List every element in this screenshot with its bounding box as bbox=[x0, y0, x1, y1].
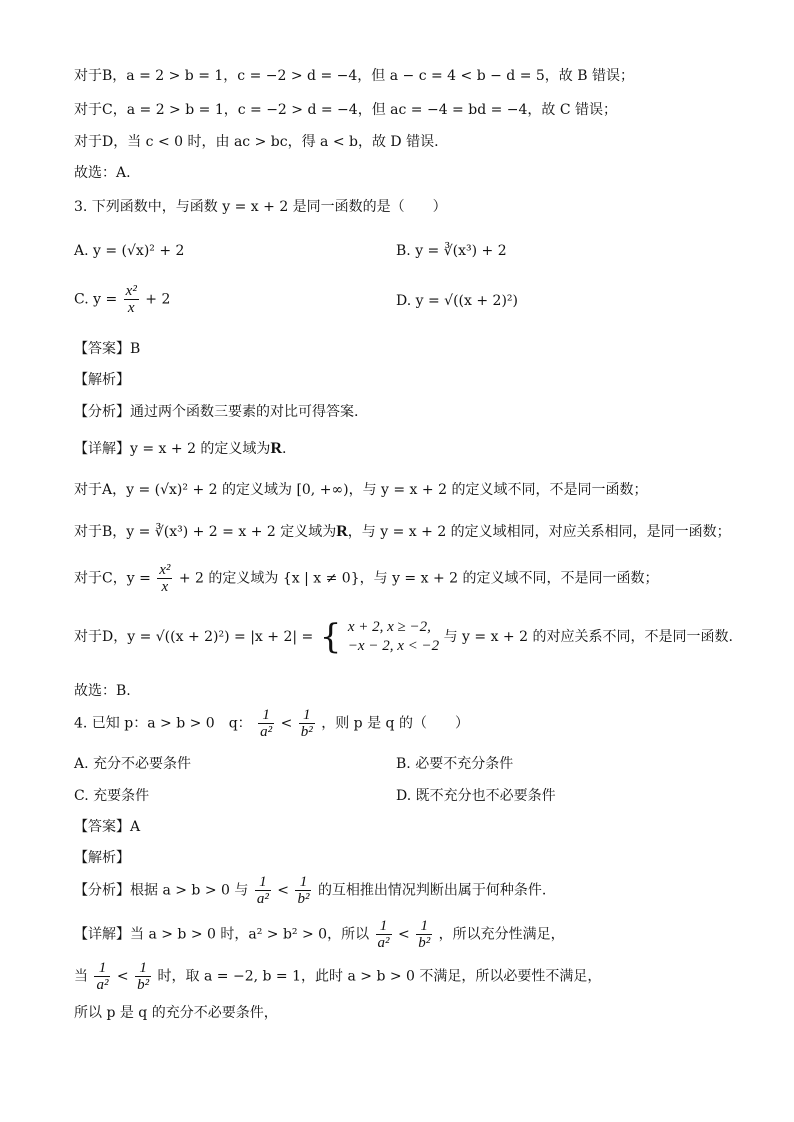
fraction-1-over-a2 bbox=[94, 960, 110, 993]
case-2: −x − 2, x < −2 bbox=[347, 638, 440, 654]
frac-num: 1 bbox=[299, 707, 315, 724]
answer-3: 【答案】B bbox=[74, 341, 141, 357]
text-line-c: 对于C，a = 2 > b = 1，c = −2 > d = −4，但 ac = −4 = bd = −4，故 C 错误； bbox=[74, 102, 618, 118]
frac-num: 1 bbox=[135, 960, 151, 977]
explain-3-c-pre: 对于C，y = bbox=[74, 570, 151, 587]
fraction-x2-over-x bbox=[157, 562, 172, 595]
frac-den: a² bbox=[377, 935, 390, 951]
q4-option-a: A. 充分不必要条件 bbox=[74, 756, 192, 772]
select-b: 故选：B. bbox=[74, 683, 131, 699]
conclusion-4: 所以 p 是 q 的充分不必要条件， bbox=[74, 1005, 278, 1021]
fraction-1-over-b2 bbox=[416, 918, 432, 951]
less-than: < bbox=[398, 926, 410, 943]
q3-option-c bbox=[74, 283, 170, 316]
explain-3-d-pre: 对于D，y = √((x + 2)²) = |x + 2| = bbox=[74, 629, 314, 645]
detail-4-post: ，所以充分性满足， bbox=[438, 926, 565, 943]
fraction-1-over-b2 bbox=[295, 874, 311, 907]
question-4 bbox=[74, 707, 469, 740]
frac-num: 1 bbox=[94, 960, 110, 977]
explain-3-b bbox=[74, 523, 731, 541]
frac-num: x² bbox=[159, 562, 171, 578]
frac-den: b² bbox=[297, 891, 310, 907]
frac-den: a² bbox=[96, 977, 109, 993]
q4-suffix: ，则 p 是 q 的（ ） bbox=[321, 715, 469, 732]
frac-num: 1 bbox=[416, 918, 432, 935]
analysis-4-pre: 【分析】根据 a > b > 0 与 bbox=[74, 882, 249, 899]
frac-den: x bbox=[127, 300, 135, 316]
explain-3-b-pre: 对于B，y = ∛(x³) + 2 = x + 2 定义域为 bbox=[74, 524, 337, 540]
q3-option-b: B. y = ∛(x³) + 2 bbox=[396, 243, 507, 259]
detail-3-end: . bbox=[282, 441, 287, 457]
detail-4-cont-pre: 当 bbox=[74, 968, 88, 985]
detail-3 bbox=[74, 440, 286, 458]
frac-num: x² bbox=[125, 283, 137, 299]
explain-3-c-post: + 2 的定义域为 {x | x ≠ 0}，与 y = x + 2 的定义域不同，不是同一函数； bbox=[178, 570, 659, 587]
analysis-3: 【分析】通过两个函数三要素的对比可得答案. bbox=[74, 404, 359, 420]
explain-3-b-post: ，与 y = x + 2 的定义域相同，对应关系相同，是同一函数； bbox=[347, 524, 731, 540]
fraction-1-over-a2 bbox=[376, 918, 392, 951]
analysis-4 bbox=[74, 874, 546, 907]
detail-4-pre: 【详解】当 a > b > 0 时，a² > b² > 0，所以 bbox=[74, 926, 370, 943]
frac-num: 1 bbox=[255, 874, 271, 891]
text-line-select-a: 故选：A. bbox=[74, 165, 131, 181]
q3c-prefix: C. y = bbox=[74, 291, 118, 308]
explain-3-d bbox=[74, 618, 733, 656]
fraction-1-over-a2 bbox=[255, 874, 271, 907]
detail-4-cont-post: 时，取 a = −2, b = 1，此时 a > b > 0 不满足，所以必要性不满足， bbox=[157, 968, 602, 985]
text-line-d: 对于D，当 c < 0 时，由 ac > bc，得 a < b，故 D 错误. bbox=[74, 134, 439, 150]
frac-den: a² bbox=[256, 891, 269, 907]
q4-less-than: < bbox=[280, 715, 293, 732]
frac-den: x bbox=[161, 579, 169, 595]
fraction-1-over-a2 bbox=[258, 707, 274, 740]
q4-option-d: D. 既不充分也不必要条件 bbox=[396, 788, 556, 804]
answer-4: 【答案】A bbox=[74, 819, 141, 835]
analysis-4-post: 的互相推出情况判断出属于何种条件. bbox=[317, 882, 547, 899]
text-line-b: 对于B，a = 2 > b = 1，c = −2 > d = −4，但 a − c = 4 < b − d = 5，故 B 错误； bbox=[74, 68, 634, 84]
frac-num: 1 bbox=[258, 707, 274, 724]
case-1: x + 2, x ≥ −2, bbox=[347, 619, 431, 635]
frac-den: b² bbox=[418, 935, 431, 951]
detail-4-cont bbox=[74, 960, 601, 993]
detail-3-text: 【详解】y = x + 2 的定义域为 bbox=[74, 441, 271, 457]
frac-num: 1 bbox=[295, 874, 311, 891]
explain-3-d-post: 与 y = x + 2 的对应关系不同，不是同一函数. bbox=[443, 629, 733, 645]
q3c-suffix: + 2 bbox=[145, 291, 171, 308]
real-set-symbol: R bbox=[270, 440, 282, 457]
fraction-1-over-b2 bbox=[299, 707, 315, 740]
explain-3-a: 对于A，y = (√x)² + 2 的定义域为 [0, +∞)，与 y = x + 2 的定义域不同，不是同一函数； bbox=[74, 482, 648, 498]
piecewise-cases bbox=[348, 618, 439, 656]
q4-prefix: 4. 已知 p：a > b > 0 q： bbox=[74, 715, 252, 732]
frac-den: b² bbox=[137, 977, 150, 993]
detail-4 bbox=[74, 918, 565, 951]
q3-option-a: A. y = (√x)² + 2 bbox=[74, 243, 185, 259]
q4-option-b: B. 必要不充分条件 bbox=[396, 756, 514, 772]
analysis-heading-4: 【解析】 bbox=[74, 850, 130, 866]
frac-den: a² bbox=[260, 724, 273, 740]
fraction-1-over-b2 bbox=[135, 960, 151, 993]
less-than: < bbox=[277, 882, 290, 899]
explain-3-c bbox=[74, 562, 659, 595]
frac-num: 1 bbox=[376, 918, 392, 935]
frac-den: b² bbox=[300, 724, 313, 740]
q4-option-c: C. 充要条件 bbox=[74, 788, 150, 804]
left-brace: { bbox=[319, 617, 342, 657]
real-set-symbol: R bbox=[336, 523, 348, 540]
less-than: < bbox=[116, 968, 129, 985]
question-3: 3. 下列函数中，与函数 y = x + 2 是同一函数的是（ ） bbox=[74, 199, 447, 215]
analysis-heading-3: 【解析】 bbox=[74, 372, 130, 388]
fraction-x2-over-x bbox=[124, 283, 139, 316]
q3-option-d: D. y = √((x + 2)²) bbox=[396, 293, 518, 309]
